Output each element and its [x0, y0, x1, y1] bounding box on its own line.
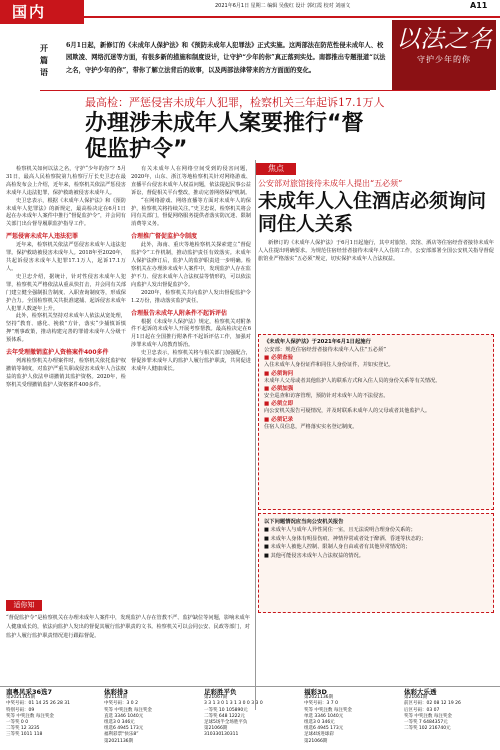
info-item — [264, 354, 488, 369]
lottery-line: 3 3 1 3 0 1 3 1 3 0 0 3 3 0 — [204, 701, 263, 707]
lottery-line: 奖等 中奖注数 每注奖金 — [304, 707, 352, 713]
lottery-line: 第21141期 — [104, 695, 128, 701]
kaipian-text: 6月1日起，新修订的《未成年人保护法》和《预防未成年人犯罪法》正式实施。这两部法在防范性侵未成年人、校园欺凌、网络沉迷等方面，有很多新的措施和制度设计，让守护“少年的你”真正落到实处。南都推出专题报道“以法之名，守护少年的你”，带你了解立法背后的故事，以及两部法律带来的方方面面的变化。 — [66, 42, 386, 74]
info-item-text: 住宿人员信息，严格落实实名登记制度。 — [264, 423, 358, 430]
lottery-block — [6, 689, 96, 739]
report-item: ■ 未成年人身体有明显伤痕、神情异常或者处于醉酒、昏迷等状态的； — [264, 535, 427, 542]
paragraph: 史卫忠表示，检察机关将与相关部门加强配合，督促涉罪未成年人的监护人履行监护职责，共同促进未成年人健康成长。 — [131, 350, 251, 372]
lottery-line: 第2021136期 — [104, 738, 134, 744]
lottery-line: 前区号码：02 08 12 19 26 — [404, 701, 461, 707]
lottery-line: 奖等 中奖注数 每注奖金 — [104, 707, 152, 713]
report-item: ■ 未成年人与成年人异性同住一室，且无法说明合理身份关系的； — [264, 527, 416, 533]
lottery-title: 福彩3D — [304, 688, 327, 696]
lottery-block — [204, 689, 296, 739]
lottery-line: 第21066期 — [304, 738, 328, 744]
info-box — [258, 334, 494, 510]
info-item-text: 安全巡查和访客管理，预防针对未成年人的不法侵害。 — [264, 393, 389, 399]
info-item-heading: ■ 必须询问 — [264, 370, 294, 377]
lottery-line: 后区号码：03 07 — [404, 707, 440, 713]
lottery-line: 第2021136期 — [304, 695, 334, 701]
info-item-text: 向公安机关报告可疑情况，并及时联系未成年人的父母或者其他监护人。 — [264, 408, 431, 415]
lottery-title: 南粤风采36选7 — [6, 688, 53, 696]
lottery-line: 直选 3346 1040元 — [104, 713, 144, 719]
info-item — [264, 385, 488, 400]
subheading: 合理报告未成年人附条件不起诉评估 — [131, 309, 228, 317]
column-divider — [255, 160, 256, 710]
paragraph: 近年来，检察机关依法严惩侵害未成年人违法犯罪。保护救助被侵害未成年人。2018年至2020年，共起诉侵害未成年人犯罪17.1万人，起诉17.1万人。 — [6, 242, 126, 272]
column-logo-subtitle: 守护少年的你 — [417, 55, 471, 64]
lottery-line: 第21061期 — [404, 695, 428, 701]
paragraph: 检察机关如何以法之名，守护“少年的你”？5月31日，最高人民检察院第九检察厅厅长史卫忠在最高检发布会上介绍，近年来，检察机关依法严惩侵害未成年人违法犯罪，保护救助被侵害未成年人。 — [6, 166, 126, 196]
info-item-heading: ■ 必须加强 — [264, 386, 294, 392]
lottery-line: 足球5场半全场胜平负 — [204, 720, 248, 726]
note-text: “督促监护令”是检察机关在办理未成年人案件中，发现监护人存在管教不严、监护缺位等问题，影响未成年人健康成长的，依法向监护人发出的督促其履行监护职责的文书。检察机关可以会同公安、民政等部门，对监护人履行监护职责情况进行跟踪督促。 — [6, 615, 250, 639]
info-item — [264, 400, 488, 415]
lottery-line: 二等奖 12 3235 — [6, 726, 40, 732]
page-number: A11 — [470, 1, 488, 10]
lottery-line: 中奖号码：3 0 2 — [104, 701, 138, 707]
lottery-block — [304, 689, 396, 745]
paragraph: 史卫忠介绍，据统计，针对性侵害未成年人犯罪，检察机关严格依法从重从快打击，并会同有关部门建立健全强制报告制度、入职查询制度等，形成保护合力。全国检察机关共批准逮捕、起诉侵害未成年人犯罪人数逐年上升。 — [6, 273, 126, 312]
info-item — [264, 370, 488, 385]
lottery-line: 奖等 中奖注数 每注奖金 — [404, 713, 452, 719]
lottery-line: 奖等 中奖注数 每注奖金 — [6, 713, 54, 719]
lottery-line: 中奖号码：3 7 0 — [304, 701, 338, 707]
side-headline: 未成年人入住酒店必须询问同住人关系 — [258, 190, 487, 235]
lottery-line: 足球4场进球彩 — [304, 732, 334, 738]
info-item — [264, 416, 488, 431]
lottery-block — [404, 689, 496, 732]
lottery-results — [0, 686, 500, 750]
lottery-line: 特别号码：09 — [6, 707, 35, 713]
note-label: 适你知 — [6, 600, 42, 611]
report-box-title: 以下问题情况应当向公安机关报告 — [264, 519, 344, 525]
info-item-heading: ■ 必须立即 — [264, 401, 294, 408]
lottery-line: 组选6 4945 173元 — [104, 726, 144, 732]
column-logo — [392, 20, 496, 90]
info-item-text: 未成年人父母或者其他监护人的联系方式和入住人员的身份关系等有关情况。 — [264, 377, 441, 384]
lottery-line: 中奖号码：01 14 25 26 28 31 — [6, 701, 71, 707]
lottery-line: 第21066期 — [204, 726, 228, 732]
article-column-2 — [131, 166, 251, 374]
info-box-intro: 公安部：规范住宿经营者接待未成年人入住“五必须” — [264, 346, 387, 353]
lottery-line: 组选3 0 346元 — [104, 720, 135, 726]
info-item-heading: ■ 必须记录 — [264, 416, 294, 423]
info-item-heading: ■ 必须查验 — [264, 355, 294, 362]
paragraph: 根据《未成年人保护法》规定，检察机关对附条件不起诉的未成年人开展考察帮教。最高检决定在6月1日起在全国推行附条件不起诉评估工作，加强对涉罪未成年人的教育矫治。 — [131, 318, 251, 349]
lottery-line: 一等奖 0 0 — [6, 720, 29, 726]
kaipian-label: 开篇语 — [40, 43, 48, 77]
side-label: 焦点 — [256, 163, 296, 175]
section-label: 国内 — [0, 0, 84, 24]
subheading: 去年受理撤销监护人资格案件400多件 — [6, 349, 109, 357]
lottery-title: 体彩大乐透 — [404, 688, 437, 696]
lottery-line: 二等奖 648 1222元 — [204, 713, 245, 719]
paragraph: 此外，检察机关坚持对未成年人依法从宽处理，坚持“教育、感化、挽救”方针，落实“少捕慎诉慎押”刑事政策，推动构建完善的罪错未成年人分级干预体系。 — [6, 313, 126, 344]
paragraph: 此外，海南、重庆等地检察机关探索建立“督促监护令”工作机制，推动监护责任有效落实。未成年人保护法修订后，监护人的监护职责进一步明确。检察机关在办理涉未成年人案件中，发现监护人存在监护不力、侵害未成年人合法权益等情形的，可以依法向监护人发出督促监护令。 — [131, 242, 251, 288]
report-box — [258, 513, 494, 613]
lottery-line: 一等奖 7 6484357元 — [404, 720, 448, 726]
lottery-line: 单选 3346 1040元 — [304, 713, 344, 719]
paragraph: 史卫忠表示，根据《未成年人保护法》和《预防未成年人犯罪法》的新规定，最高检决定在6月1日起在办未成年人案件中推行“督促监护令”，并会同有关部门出台督导履职监护指导工作。 — [6, 197, 126, 228]
subheading: 合理推广督促监护令制度 — [131, 233, 198, 241]
lottery-block — [104, 689, 196, 745]
report-item: ■ 其他可能侵害未成年人合法权益的情况。 — [264, 552, 364, 559]
lottery-line: 组选6 4945 173元 — [304, 726, 344, 732]
article-column-1 — [6, 166, 126, 390]
lottery-line: 二等奖 102 216740元 — [404, 726, 451, 732]
paragraph: “在网络游戏、网络直播等方面对未成年人的保护，检察机关将持续关注。”史卫忠说，检察机关将会同有关部门，督促网络服务提供者落实防沉迷、限制消费等义务。 — [131, 197, 251, 228]
paragraph: 有关未成年人在网络空间受到的侵害问题，2020年，山东、浙江等地检察机关针对网络游戏、直播平台侵害未成年人权益问题，依法提起民事公益诉讼，督促相关平台整改，推动完善网络保护机制。 — [131, 166, 251, 196]
side-kicker: 公安部对旅馆接待未成年人提出“五必须” — [258, 179, 403, 188]
lottery-line: 一等奖 10 105890元 — [204, 707, 248, 713]
dateline: 2021年6月1日 星期二 编辑 吴俊红 设计 郭红霞 校对 刘丽文 — [215, 3, 351, 9]
column-logo-title: 以法之名 — [396, 25, 492, 53]
info-item-text: 入住未成年人身份证件和同住人身份证件，并如实登记。 — [264, 362, 394, 369]
paragraph: 2020年，检察机关共向监护人发出督促监护令1.2万份，推动落实监护责任。 — [131, 289, 251, 304]
report-item: ■ 未成年人被他人控制、限制人身自由或者有其他异常情况的； — [264, 544, 411, 551]
lottery-line: 福利彩票“快乐8” — [104, 732, 139, 738]
lottery-line: 第21067期 — [204, 695, 228, 701]
subheading: 严惩侵害未成年人违法犯罪 — [6, 233, 79, 241]
lottery-line: 第2021145期 — [6, 695, 36, 701]
lottery-line: 三等奖 1011 118 — [6, 732, 43, 738]
side-body: 新修订的《未成年人保护法》于6月1日起施行，其中对旅馆、宾馆、酒店等住宿经营者接待未成年人入住提出明确要求。为规范住宿经营者接待未成年人入住的工作，公安部部署全国公安机关指导督促旅馆业严格落实“五必须”规定，切实保护未成年人合法权益。 — [258, 240, 494, 262]
lottery-title: 足彩胜平负 — [204, 688, 237, 696]
paragraph: 列席检察机关办理案件时，检察机关依托监护权撤销等制度，对监护严重失职或侵害未成年人合法权益的监护人依法申请撤销其监护资格。2020年，检察机关受理撤销监护人资格案件400多件。 — [6, 358, 126, 388]
article-kicker: 最高检：严惩侵害未成年人犯罪，检察机关三年起诉17.1万人 — [85, 96, 385, 109]
lottery-title: 体彩排3 — [104, 688, 129, 696]
lottery-line: 310330130311 — [204, 732, 239, 738]
info-box-title: 《未成年人保护法》于2021年6月1日起施行 — [264, 339, 371, 345]
divider — [40, 90, 490, 91]
article-headline: 办理涉未成年人案要推行“督促监护令” — [85, 111, 364, 162]
lottery-line: 组选3 0 346元 — [304, 720, 335, 726]
